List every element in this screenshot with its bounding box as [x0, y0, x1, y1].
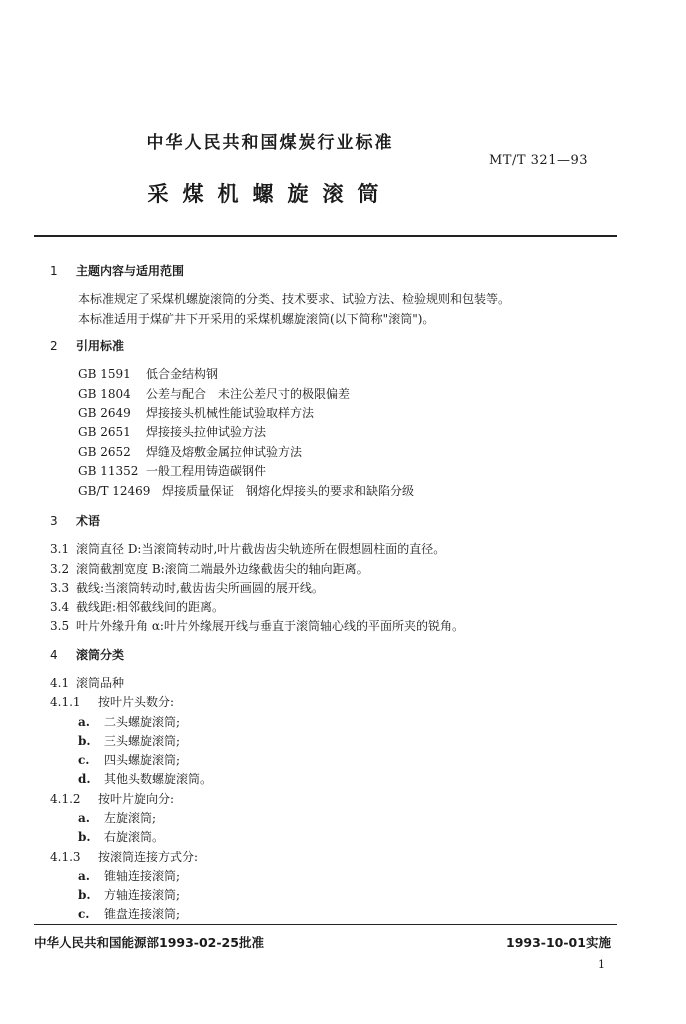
- term-definition: 3.2 滚筒截割宽度 B:滚筒二端最外边缘截齿尖的轴向距离。: [50, 562, 369, 576]
- implementation-date: 1993-10-01实施: [506, 935, 611, 950]
- page-number: 1: [598, 958, 605, 971]
- standard-title: 中华人民共和国煤炭行业标准: [146, 133, 394, 153]
- reference-item: GB/T 12469 焊接质量保证 钢熔化焊接头的要求和缺陷分级: [78, 484, 415, 498]
- list-item: b. 三头螺旋滚筒;: [78, 734, 181, 748]
- list-item: d. 其他头数螺旋滚筒。: [78, 772, 213, 786]
- list-item: a. 锥轴连接滚筒;: [78, 869, 181, 883]
- subsection-heading: 4.1.1 按叶片头数分:: [50, 695, 175, 709]
- top-divider: [34, 235, 617, 237]
- list-item: c. 锥盘连接滚筒;: [78, 907, 181, 921]
- reference-item: GB 2649 焊接接头机械性能试验取样方法: [78, 406, 315, 420]
- term-definition: 3.1 滚筒直径 D:当滚筒转动时,叶片截齿齿尖轨迹所在假想圆柱面的直径。: [50, 542, 446, 556]
- reference-item: GB 1591 低合金结构钢: [78, 367, 219, 381]
- document-title: 采煤机螺旋滚筒: [147, 182, 393, 206]
- subsection-heading: 4.1.2 按叶片旋向分:: [50, 792, 175, 806]
- subsection-heading: 4.1.3 按滚筒连接方式分:: [50, 850, 199, 864]
- section-3-heading: 3 术语: [50, 514, 101, 528]
- section-4-heading: 4 滚筒分类: [50, 648, 125, 662]
- approval-statement: 中华人民共和国能源部1993-02-25批准: [34, 935, 264, 950]
- section-1-paragraph: 本标准规定了采煤机螺旋滚筒的分类、技术要求、试验方法、检验规则和包装等。: [78, 292, 511, 306]
- bottom-divider: [34, 924, 617, 925]
- reference-item: GB 2651 焊接接头拉伸试验方法: [78, 425, 267, 439]
- subsection-heading: 4.1 滚筒品种: [50, 676, 125, 690]
- list-item: c. 四头螺旋滚筒;: [78, 753, 181, 767]
- term-definition: 3.4 截线距:相邻截线间的距离。: [50, 600, 225, 614]
- list-item: a. 左旋滚筒;: [78, 811, 157, 825]
- reference-item: GB 11352 一般工程用铸造碳钢件: [78, 464, 267, 478]
- term-definition: 3.3 截线:当滚筒转动时,截齿齿尖所画圆的展开线。: [50, 581, 324, 595]
- reference-item: GB 2652 焊缝及熔敷金属拉伸试验方法: [78, 445, 303, 459]
- list-item: b. 右旋滚筒。: [78, 830, 165, 844]
- term-definition: 3.5 叶片外缘升角 α:叶片外缘展开线与垂直于滚筒轴心线的平面所夹的锐角。: [50, 619, 464, 633]
- section-2-heading: 2 引用标准: [50, 339, 125, 353]
- list-item: a. 二头螺旋滚筒;: [78, 715, 181, 729]
- list-item: b. 方轴连接滚筒;: [78, 888, 181, 902]
- standard-code: MT/T 321—93: [489, 153, 589, 168]
- section-1-paragraph: 本标准适用于煤矿井下开采用的采煤机螺旋滚筒(以下简称"滚筒")。: [78, 312, 435, 326]
- reference-item: GB 1804 公差与配合 未注公差尺寸的极限偏差: [78, 387, 351, 401]
- section-1-heading: 1 主题内容与适用范围: [50, 264, 185, 278]
